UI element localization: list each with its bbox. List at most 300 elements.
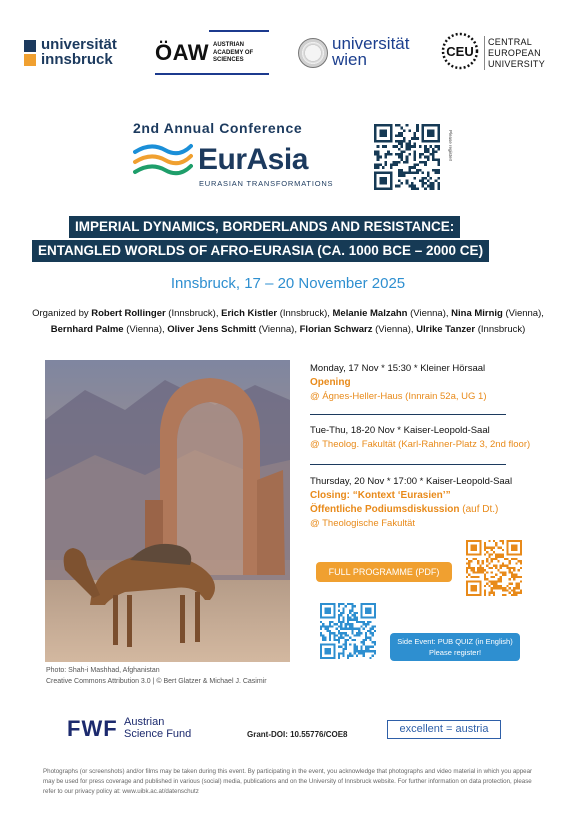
qr-module (500, 547, 502, 549)
qr-module (493, 551, 495, 553)
qr-module (356, 612, 358, 614)
qr-module (493, 547, 495, 549)
qr-module (354, 616, 356, 618)
qr-module (484, 576, 486, 578)
qr-module (515, 585, 517, 587)
qr-module (520, 567, 522, 569)
qr-module (400, 182, 403, 185)
qr-module (385, 145, 388, 148)
qr-module (479, 571, 481, 573)
qr-module (400, 140, 403, 143)
qr-module (372, 625, 374, 627)
qr-module (491, 547, 493, 549)
qr-module (372, 628, 374, 630)
qr-module (329, 625, 331, 627)
photo-caption-line2: Creative Commons Attribution 3.0 | © Bert Glatzer & Michael J. Casimir (46, 678, 267, 685)
qr-module (385, 161, 388, 164)
grant-doi: Grant-DOI: 10.55776/COE8 (247, 730, 348, 739)
qr-module (497, 580, 499, 582)
oeaw-sub-line1: AUSTRIAN (213, 42, 244, 48)
qr-module (354, 650, 356, 652)
qr-module (513, 567, 515, 569)
qr-module (509, 578, 511, 580)
qr-module (477, 571, 479, 573)
qr-module (329, 621, 331, 623)
qr-module (356, 628, 358, 630)
organizer-affiliation: (Innsbruck), (277, 308, 333, 319)
qr-module (484, 594, 486, 596)
qr-module (369, 621, 371, 623)
qr-module (470, 560, 472, 562)
qr-module (324, 625, 326, 627)
qr-module (406, 182, 409, 185)
event-divider (310, 464, 506, 465)
qr-module (509, 583, 511, 585)
qr-module (429, 187, 432, 190)
qr-module (515, 562, 517, 564)
qr-module (497, 560, 499, 562)
qr-module (424, 148, 427, 151)
eurasia-waves-icon (133, 142, 193, 178)
qr-module (411, 187, 414, 190)
event-location: @ Theolog. Fakultät (Karl-Rahner-Platz 3, 2nd floor) (310, 439, 531, 450)
qr-module (349, 643, 351, 645)
qr-module (338, 605, 340, 607)
qr-module (424, 187, 427, 190)
qr-module (406, 161, 409, 164)
qr-module (488, 592, 490, 594)
qr-module (385, 164, 388, 167)
qr-module (365, 648, 367, 650)
qr-finder-pattern (379, 129, 387, 137)
qr-module (437, 185, 440, 188)
qr-module (414, 142, 417, 145)
organizer-name: Melanie Malzahn (332, 308, 408, 319)
qr-module (502, 571, 504, 573)
qr-module (486, 583, 488, 585)
qr-module (432, 185, 435, 188)
qr-module (351, 632, 353, 634)
qr-module (354, 643, 356, 645)
qr-module (504, 594, 506, 596)
qr-module (336, 623, 338, 625)
qr-module (506, 585, 508, 587)
qr-module (338, 610, 340, 612)
qr-module (414, 187, 417, 190)
qr-module (342, 637, 344, 639)
qr-module (504, 565, 506, 567)
qr-module (427, 158, 430, 161)
qr-module (500, 587, 502, 589)
qr-module (432, 153, 435, 156)
qr-module (342, 650, 344, 652)
qr-module (347, 639, 349, 641)
qr-module (484, 574, 486, 576)
qr-module (395, 135, 398, 138)
qr-module (347, 619, 349, 621)
event-location: @ Ágnes-Heller-Haus (Innrain 52a, UG 1) (310, 391, 487, 402)
oeaw-logo-mark: ÖAW (155, 40, 210, 65)
qr-module (497, 556, 499, 558)
qr-module (518, 569, 520, 571)
qr-module (488, 547, 490, 549)
qr-module (379, 164, 382, 167)
qr-module (477, 567, 479, 569)
qr-finder-pattern (511, 544, 518, 551)
registration-qr-code[interactable] (374, 124, 440, 190)
qr-module (327, 630, 329, 632)
qr-module (367, 648, 369, 650)
organizer-affiliation: (Innsbruck) (475, 324, 526, 335)
qr-module (345, 641, 347, 643)
qr-module (408, 140, 411, 143)
qr-module (403, 150, 406, 153)
qr-module (338, 614, 340, 616)
qr-module (360, 648, 362, 650)
qr-module (419, 156, 422, 159)
qr-module (432, 169, 435, 172)
qr-module (406, 156, 409, 159)
qr-module (392, 161, 395, 164)
qr-module (347, 634, 349, 636)
qr-module (365, 639, 367, 641)
qr-module (345, 605, 347, 607)
qr-module (513, 594, 515, 596)
qr-module (411, 185, 414, 188)
qr-module (338, 639, 340, 641)
qr-module (351, 610, 353, 612)
qr-module (340, 603, 342, 605)
qr-module (513, 578, 515, 580)
qr-module (408, 145, 411, 148)
programme-qr-code[interactable] (466, 540, 522, 596)
qr-module (374, 166, 377, 169)
qr-module (502, 556, 504, 558)
organizer-affiliation: (Vienna), (502, 308, 544, 319)
qr-module (477, 569, 479, 571)
qr-module (351, 639, 353, 641)
pub-quiz-button[interactable] (390, 633, 520, 661)
qr-module (369, 639, 371, 641)
qr-module (342, 621, 344, 623)
qr-module (377, 153, 380, 156)
qr-module (406, 142, 409, 145)
qr-module (342, 655, 344, 657)
qr-module (473, 558, 475, 560)
qr-module (414, 166, 417, 169)
qr-module (500, 585, 502, 587)
qr-module (400, 132, 403, 135)
full-programme-button[interactable]: FULL PROGRAMME (PDF) (316, 562, 452, 582)
qr-module (515, 594, 517, 596)
organizer-name: Nina Mirnig (451, 308, 503, 319)
qr-module (329, 623, 331, 625)
qr-module (437, 169, 440, 172)
qr-module (358, 630, 360, 632)
qr-module (374, 153, 377, 156)
qr-module (403, 161, 406, 164)
qr-module (345, 625, 347, 627)
qr-module (320, 632, 322, 634)
qr-module (342, 648, 344, 650)
qr-module (385, 156, 388, 159)
organizer-name: Ulrike Tanzer (416, 324, 476, 335)
qr-module (351, 628, 353, 630)
qr-module (338, 641, 340, 643)
qr-module (369, 650, 371, 652)
qr-module (367, 623, 369, 625)
qr-module (520, 560, 522, 562)
qr-module (493, 583, 495, 585)
qr-module (511, 558, 513, 560)
conference-title: 2nd Annual Conference (133, 120, 303, 136)
qr-module (329, 632, 331, 634)
eurasia-brand: EurAsia (198, 143, 308, 176)
qr-module (390, 153, 393, 156)
qr-module (468, 560, 470, 562)
qr-module (466, 569, 468, 571)
qr-module (468, 562, 470, 564)
qr-module (398, 179, 401, 182)
banner-title-line2: ENTANGLED WORLDS OF AFRO-EURASIA (CA. 1000 BCE – 2000 CE) (32, 240, 489, 262)
qr-module (395, 145, 398, 148)
qr-module (406, 124, 409, 127)
qr-module (338, 646, 340, 648)
qr-module (488, 556, 490, 558)
qr-module (488, 567, 490, 569)
qr-module (491, 587, 493, 589)
qr-module (502, 542, 504, 544)
qr-module (360, 632, 362, 634)
qr-module (354, 628, 356, 630)
qr-module (358, 628, 360, 630)
qr-module (400, 150, 403, 153)
qr-module (363, 623, 365, 625)
qr-module (484, 585, 486, 587)
qr-module (400, 153, 403, 156)
qr-module (395, 185, 398, 188)
qr-module (414, 135, 417, 138)
qr-finder-pattern (324, 607, 331, 614)
qr-module (484, 544, 486, 546)
organizer-name: Erich Kistler (221, 308, 278, 319)
qr-module (513, 592, 515, 594)
qr-module (377, 164, 380, 167)
qr-module (377, 150, 380, 153)
qr-module (509, 587, 511, 589)
qr-module (414, 150, 417, 153)
ceu-line3: UNIVERSITY (488, 59, 546, 69)
qr-module (495, 544, 497, 546)
qr-module (502, 549, 504, 551)
qr-module (435, 172, 438, 175)
qr-module (520, 576, 522, 578)
qr-module (356, 616, 358, 618)
qr-module (520, 580, 522, 582)
qr-module (486, 571, 488, 573)
qr-finder-pattern (470, 585, 477, 592)
qr-module (400, 145, 403, 148)
qr-module (356, 632, 358, 634)
qr-module (504, 558, 506, 560)
qr-module (377, 158, 380, 161)
qr-module (495, 553, 497, 555)
qr-module (506, 567, 508, 569)
pub-quiz-qr-code[interactable] (320, 603, 376, 659)
qr-module (414, 137, 417, 140)
qr-module (392, 145, 395, 148)
qr-module (416, 137, 419, 140)
qr-module (479, 565, 481, 567)
qr-module (338, 616, 340, 618)
qr-module (333, 634, 335, 636)
qr-module (358, 650, 360, 652)
qr-module (345, 634, 347, 636)
qr-module (491, 558, 493, 560)
qr-module (500, 540, 502, 542)
qr-module (473, 567, 475, 569)
qr-module (347, 603, 349, 605)
oeaw-logo-text (213, 42, 253, 65)
qr-module (403, 174, 406, 177)
qr-module (356, 648, 358, 650)
qr-module (493, 585, 495, 587)
qr-module (331, 625, 333, 627)
qr-module (372, 655, 374, 657)
qr-module (351, 603, 353, 605)
qr-finder-pattern (427, 129, 435, 137)
qr-module (513, 589, 515, 591)
qr-module (349, 655, 351, 657)
qr-module (406, 172, 409, 175)
uibk-logo-mark-top (24, 40, 36, 52)
event-date-time: Thursday, 20 Nov * 17:00 * Kaiser-Leopold-Saal (310, 476, 513, 487)
oeaw-sub-line3: SCIENCES (213, 57, 244, 63)
qr-module (504, 574, 506, 576)
qr-module (468, 567, 470, 569)
qr-module (495, 542, 497, 544)
qr-module (333, 623, 335, 625)
qr-module (382, 166, 385, 169)
qr-module (342, 643, 344, 645)
qr-module (437, 182, 440, 185)
qr-module (398, 142, 401, 145)
qr-module (511, 583, 513, 585)
qr-module (400, 172, 403, 175)
qr-module (363, 621, 365, 623)
qr-module (400, 169, 403, 172)
qr-module (509, 560, 511, 562)
qr-module (398, 156, 401, 159)
qr-module (424, 145, 427, 148)
qr-module (408, 142, 411, 145)
qr-module (342, 652, 344, 654)
qr-module (468, 574, 470, 576)
ceu-logo-divider (484, 36, 485, 70)
ceu-logo-mark (438, 32, 482, 70)
event-date-time: Monday, 17 Nov * 15:30 * Kleiner Hörsaal (310, 363, 486, 374)
qr-module (338, 619, 340, 621)
qr-module (329, 630, 331, 632)
qr-module (437, 164, 440, 167)
qr-module (511, 574, 513, 576)
qr-module (435, 145, 438, 148)
qr-module (509, 562, 511, 564)
qr-module (495, 587, 497, 589)
qr-finder-pattern (470, 544, 477, 551)
qr-module (356, 655, 358, 657)
qr-module (360, 621, 362, 623)
qr-module (320, 634, 322, 636)
oeaw-logo-line (209, 30, 269, 32)
qr-module (515, 592, 517, 594)
qr-module (340, 625, 342, 627)
qr-module (468, 565, 470, 567)
qr-module (493, 580, 495, 582)
qr-module (486, 558, 488, 560)
qr-module (416, 187, 419, 190)
qr-module (367, 646, 369, 648)
qr-module (416, 127, 419, 130)
qr-module (424, 156, 427, 159)
qr-module (398, 140, 401, 143)
qr-module (500, 580, 502, 582)
qr-module (475, 576, 477, 578)
qr-module (513, 574, 515, 576)
qr-module (488, 540, 490, 542)
qr-module (360, 650, 362, 652)
qr-module (435, 179, 438, 182)
uwien-logo-line1: universität (332, 34, 410, 53)
qr-module (365, 650, 367, 652)
event-title-discussion: Öffentliche Podiumsdiskussion (310, 504, 460, 515)
qr-module (322, 634, 324, 636)
qr-module (349, 637, 351, 639)
event-divider (310, 414, 506, 415)
qr-module (363, 643, 365, 645)
qr-module (429, 182, 432, 185)
organizer-affiliation: (Vienna), (407, 308, 452, 319)
qr-module (398, 124, 401, 127)
qr-module (340, 628, 342, 630)
qr-module (342, 603, 344, 605)
qr-module (351, 623, 353, 625)
qr-module (411, 172, 414, 175)
qr-module (354, 648, 356, 650)
qr-module (511, 576, 513, 578)
qr-module (374, 150, 377, 153)
qr-module (495, 583, 497, 585)
qr-module (408, 172, 411, 175)
qr-module (422, 185, 425, 188)
qr-module (347, 657, 349, 659)
qr-module (406, 158, 409, 161)
qr-module (497, 587, 499, 589)
qr-module (400, 158, 403, 161)
qr-module (349, 603, 351, 605)
qr-module (360, 646, 362, 648)
qr-module (504, 571, 506, 573)
qr-module (347, 655, 349, 657)
qr-module (342, 616, 344, 618)
qr-module (497, 585, 499, 587)
qr-module (329, 639, 331, 641)
ceu-logo-mark-text: CEU (446, 44, 474, 59)
qr-module (398, 132, 401, 135)
qr-module (365, 625, 367, 627)
qr-module (403, 137, 406, 140)
qr-module (513, 576, 515, 578)
